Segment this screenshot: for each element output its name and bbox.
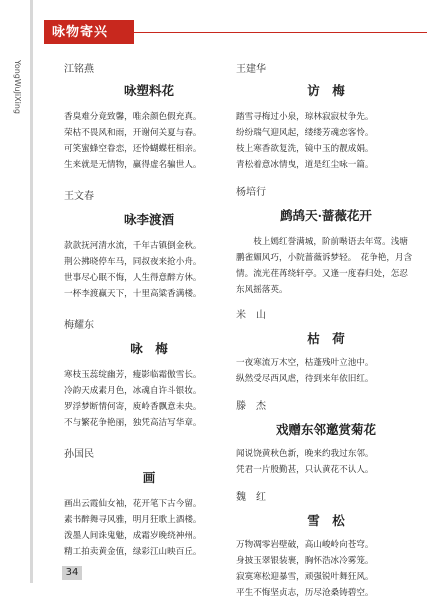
- section-title: 咏物寄兴: [52, 25, 109, 40]
- side-bar: [30, 0, 33, 583]
- poem-title: 戏赠东邻邀赏菊花: [275, 422, 376, 437]
- poem-title: 鹧鸪天·蔷薇花开: [280, 208, 372, 223]
- poem-line: 寒枝玉蕊绽幽芳，瘦影临霜傲雪长。: [64, 370, 202, 380]
- poem-line: 不与繁花争艳丽，独凭高洁写华章。: [64, 418, 202, 428]
- page-number: 34: [62, 566, 82, 580]
- poem-line: 精工拍卖黄金值，绿彩江山映百丘。: [64, 547, 202, 557]
- poem-author: 王文春: [64, 191, 94, 202]
- left-column: [64, 60, 234, 560]
- poem-title: 咏李渡酒: [123, 212, 174, 227]
- running-head-vertical: YongWuJiXing: [13, 60, 22, 114]
- poem-title: 访 梅: [307, 83, 345, 98]
- poem-line: 身披玉翠银装裹，胸怀浩冰冷雾笼。: [236, 556, 374, 566]
- poem-line: 世事尽心眠不悔，人生得意醉方休。: [64, 273, 202, 283]
- poem-author: 梅耀东: [64, 320, 94, 331]
- poem-title: 枯 荷: [307, 331, 345, 346]
- poem-line: 香臭难分竟致馨，唯余颜色假充真。: [64, 112, 202, 122]
- poem-line: 生来就是无情物，赢得虚名骗世人。: [64, 160, 202, 170]
- poem-line: 青松着意冰情曳，道是红尘咏一篇。: [236, 160, 374, 170]
- poem-author: 杨培行: [236, 187, 266, 198]
- poem-line: 闻说饶黄秋色新，晚来约我过东邻。: [236, 449, 374, 459]
- poem-line: 纷纷瑞气迎风起，缕缕芳魂恋客怜。: [236, 128, 374, 138]
- poem-author: 孙国民: [64, 449, 94, 460]
- poem-title: 画: [142, 470, 156, 485]
- poem-line: 素书醉舞寻风雅，明月狂歌上酒楼。: [64, 515, 202, 525]
- poem-author: 滕 杰: [236, 401, 266, 412]
- poem-author: 王建华: [236, 64, 266, 75]
- poem-line: 踏雪寻梅过小泉，琼林寂寂杖争先。: [236, 112, 374, 122]
- poem-author: 江铭燕: [64, 64, 94, 75]
- poem-line: 凭君一片殷勤甚，只认黄花不认人。: [236, 465, 374, 475]
- poem-line: 枝上寒香欲复洗，镜中玉的靓成娟。: [236, 144, 374, 154]
- poem-line: 冷韵天成素月色，冰魂自许斗银妆。: [64, 386, 202, 396]
- poem-title: 雪 松: [307, 513, 345, 528]
- poem-title: 咏 梅: [130, 341, 168, 356]
- poem-title: 咏塑料花: [123, 83, 174, 98]
- header-rule: [134, 32, 427, 33]
- poem-line: 一夜寒流万木空，枯蓬残叶立池中。: [236, 358, 374, 368]
- poem-line: 万物凋零岩壁破，高山峻岭向苍穹。: [236, 540, 374, 550]
- poem-line: 款款抚河清水流，千年古镇倒金秋。: [64, 241, 202, 251]
- poem-line: 泼墨人间诛鬼魅，成霜岁晚绕神州。: [64, 531, 202, 541]
- poem-line: 纵然受尽西风虐，待到来年依旧红。: [236, 374, 374, 384]
- poem-paragraph: 枝上嫣红誉满城，阶前啭语去年莺。浅塘鹏雀媚风巧，小院蔷薇诉梦轻。 花争艳，月含情。流光荏苒绕轩亭。又逢一度春归处，怎忍东风摇落英。: [236, 237, 413, 295]
- poem-line: 罗浮梦断情何寄，庾岭香飘意未央。: [64, 402, 202, 412]
- poem-author: 魏 红: [236, 492, 266, 503]
- poem-line: 画出云霞仙女袖，花开笔下古今留。: [64, 499, 202, 509]
- poem-line: 荣枯不畏风和雨，开谢何关夏与春。: [64, 128, 202, 138]
- poem-line: 可笑蜜蜂空眷恋，还怜蝴蝶枉相亲。: [64, 144, 202, 154]
- right-column: [236, 60, 416, 601]
- poem-line: 寂寞寒松迎暴雪，顽强锐叶舞狂风。: [236, 572, 374, 582]
- poem-author: 米 山: [236, 310, 266, 321]
- poem-line: 荆公拂晓停车马，同叔夜来抢小舟。: [64, 257, 202, 267]
- poem-line: 一杯李渡赢天下，十里高粱香满楼。: [64, 289, 202, 299]
- poem-line: 平生不悔坚贞志，历尽沧桑铸碧空。: [236, 588, 374, 598]
